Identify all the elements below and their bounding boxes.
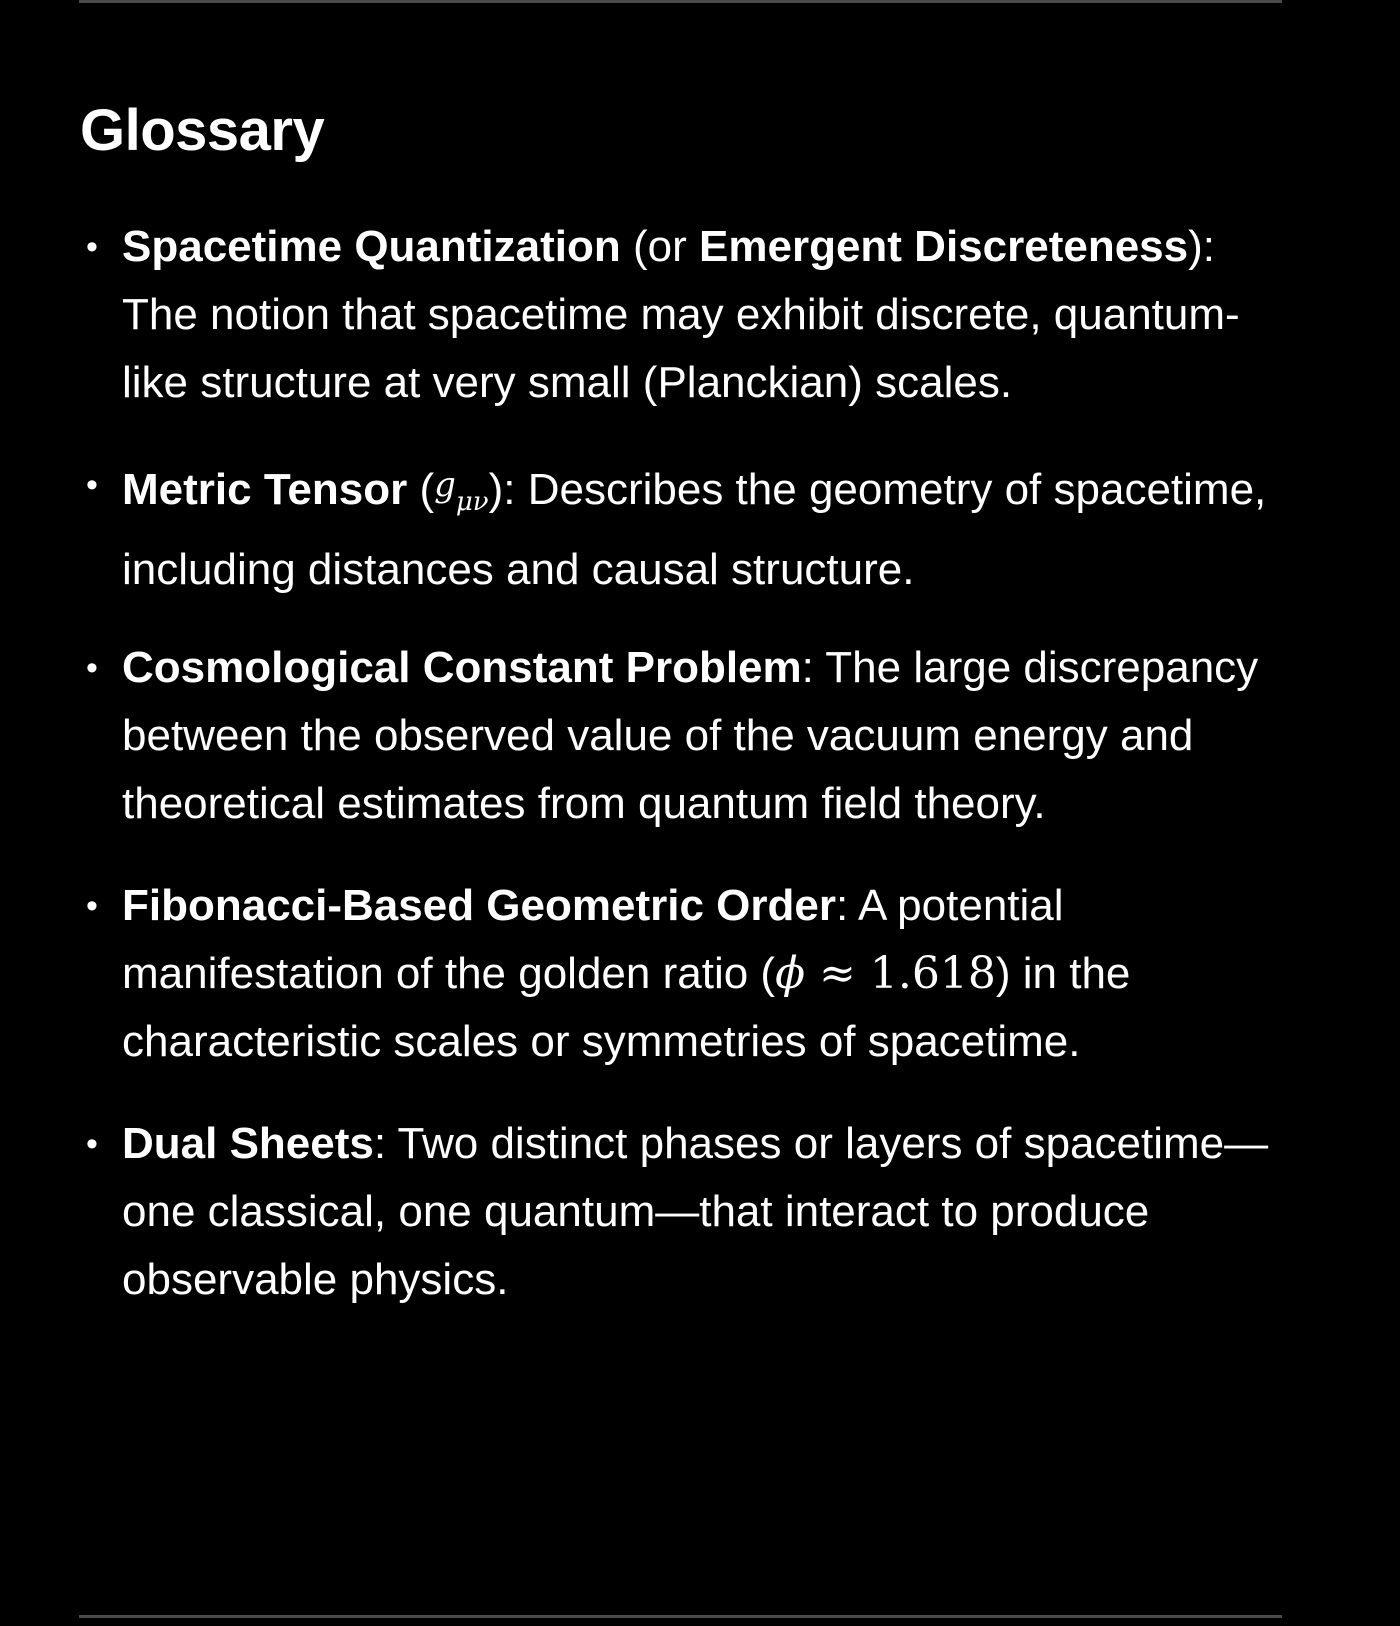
term-colon: :: [373, 1119, 398, 1168]
term-label: Cosmological Constant Problem: [122, 643, 802, 692]
bottom-divider: [79, 1615, 1282, 1618]
paren-close: ):: [488, 465, 528, 514]
term-connector: (or: [620, 222, 699, 271]
phi-symbol: ϕ: [775, 948, 806, 999]
metric-subscript: μν: [455, 487, 489, 517]
approx-symbol: ≈: [805, 948, 870, 999]
term-label: Fibonacci-Based Geometric Order: [122, 881, 836, 930]
term-definition-end: ) in the characteristic scales or symmetries of spacetime.: [122, 949, 1131, 1066]
term-label: Metric Tensor: [122, 465, 408, 514]
term-definition: Two distinct phases or layers of spacetime—one classical, one quantum—that interact to produce observable physics.: [122, 1119, 1269, 1304]
metric-symbol: g: [434, 465, 456, 505]
bullet-icon: •: [86, 466, 98, 504]
page-title: Glossary: [80, 98, 325, 163]
top-divider: [79, 0, 1282, 3]
term-label: Dual Sheets: [122, 1119, 374, 1168]
paren-open: (: [407, 465, 435, 514]
term-label: Spacetime Quantization: [122, 222, 621, 271]
golden-ratio-value: 1.618: [869, 948, 996, 999]
term-definition: Describes the geometry of spacetime, including distances and causal structure.: [122, 465, 1267, 594]
term-colon: :: [801, 643, 826, 692]
bullet-icon: •: [86, 1125, 98, 1163]
bullet-icon: •: [86, 887, 98, 925]
glossary-entry-cosmological-constant-problem: [0, 634, 1280, 838]
glossary-list: [0, 213, 1280, 1314]
term-definition: The large discrepancy between the observed value of the vacuum energy and theoretical estimates from quantum field theory.: [122, 643, 1259, 828]
term-colon: :: [836, 881, 859, 930]
term-definition-start: A potential manifestation of the golden ratio (: [122, 881, 1064, 998]
term-colon: ):: [1188, 222, 1216, 271]
glossary-entry-dual-sheets: [0, 1110, 1280, 1314]
term-definition: The notion that spacetime may exhibit discrete, quantum-like structure at very small (Planckian) scales.: [122, 290, 1240, 407]
alt-term-label: Emergent Discreteness: [699, 222, 1189, 271]
glossary-entry-spacetime-quantization: [0, 213, 1280, 417]
glossary-entry-metric-tensor: [0, 451, 1280, 604]
glossary-entry-fibonacci-geometric-order: [0, 872, 1280, 1076]
bullet-icon: •: [86, 228, 98, 266]
bullet-icon: •: [86, 649, 98, 687]
